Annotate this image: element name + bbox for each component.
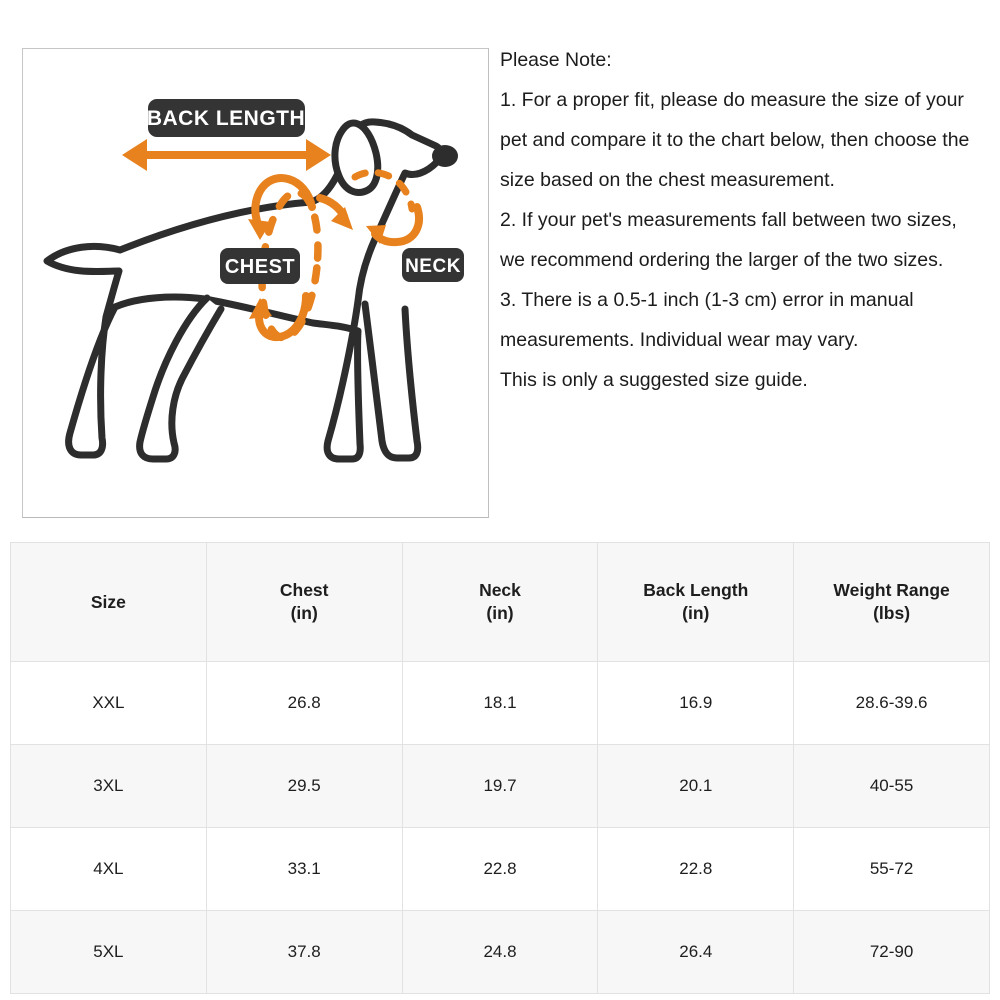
notes-title: Please Note: [500, 49, 612, 71]
header-label: Weight Range [833, 580, 950, 600]
note-line: size based on the chest measurement. [500, 169, 835, 191]
table-row-xxl [11, 662, 990, 745]
cell-chest: 37.8 [206, 911, 402, 994]
header-unit: (in) [290, 603, 318, 623]
cell-weight: 72-90 [794, 911, 990, 994]
dog-front-leg [365, 304, 418, 458]
header-unit: (in) [486, 603, 514, 623]
header-row [11, 543, 990, 662]
table-row-3xl [11, 745, 990, 828]
cell-weight: 28.6-39.6 [794, 662, 990, 745]
cell-size: 4XL [11, 828, 207, 911]
header-unit: (in) [682, 603, 710, 623]
dog-ear [335, 123, 378, 192]
note-line: 3. There is a 0.5-1 inch (1-3 cm) error in manual [500, 289, 914, 311]
size-chart-table [10, 542, 990, 994]
header-label: Back Length [643, 580, 749, 600]
header-label: Size [90, 591, 126, 612]
back-length-label [147, 99, 305, 137]
cell-weight: 55-72 [794, 828, 990, 911]
table-row-4xl [11, 828, 990, 911]
cell-back: 22.8 [598, 828, 794, 911]
table-row-5xl [11, 911, 990, 994]
note-line: 1. For a proper fit, please do measure the size of your [500, 89, 964, 111]
dog-hind-leg [140, 298, 221, 459]
column-header-size [11, 543, 207, 662]
column-header-chest [206, 543, 402, 662]
column-header-weight-range [794, 543, 990, 662]
notes-section [500, 40, 995, 400]
dog-nose [432, 145, 458, 167]
chest-label-text: CHEST [224, 256, 296, 278]
cell-chest: 33.1 [206, 828, 402, 911]
neck-label-text: NECK [405, 256, 461, 277]
cell-back: 20.1 [598, 745, 794, 828]
dog-measurement-diagram [22, 48, 489, 518]
header-label: Neck [479, 580, 521, 600]
cell-weight: 40-55 [794, 745, 990, 828]
cell-neck: 24.8 [402, 911, 598, 994]
column-header-back-length [598, 543, 794, 662]
note-line: measurements. Individual wear may vary. [500, 329, 859, 351]
cell-chest: 26.8 [206, 662, 402, 745]
cell-back: 16.9 [598, 662, 794, 745]
cell-back: 26.4 [598, 911, 794, 994]
note-line: pet and compare it to the chart below, then choose the [500, 129, 970, 151]
chest-label [220, 248, 300, 284]
cell-size: 5XL [11, 911, 207, 994]
back-length-arrow-icon [122, 139, 331, 171]
cell-neck: 18.1 [402, 662, 598, 745]
note-line: we recommend ordering the larger of the two sizes. [500, 249, 944, 271]
header-unit: (lbs) [873, 603, 911, 623]
dog-diagram-svg [23, 49, 488, 517]
note-line: This is only a suggested size guide. [500, 369, 808, 391]
cell-neck: 19.7 [402, 745, 598, 828]
note-line: 2. If your pet's measurements fall between two sizes, [500, 209, 957, 231]
column-header-neck [402, 543, 598, 662]
cell-size: XXL [11, 662, 207, 745]
cell-neck: 22.8 [402, 828, 598, 911]
back-length-label-text: BACK LENGTH [146, 107, 306, 130]
neck-label [402, 248, 464, 282]
cell-chest: 29.5 [206, 745, 402, 828]
header-label: Chest [279, 580, 329, 600]
cell-size: 3XL [11, 745, 207, 828]
